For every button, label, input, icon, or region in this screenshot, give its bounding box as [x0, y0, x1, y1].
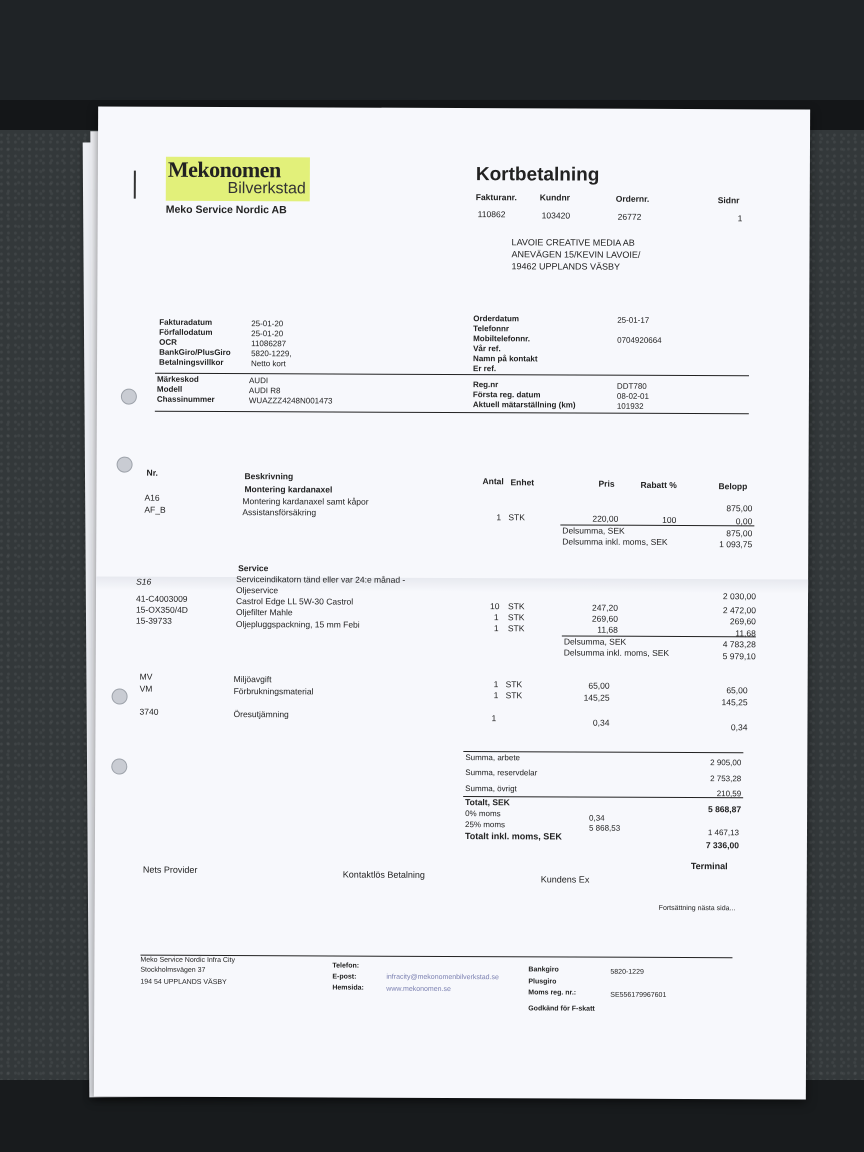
row-nr: MV: [139, 671, 153, 682]
col-belopp: Belopp: [718, 481, 748, 492]
row-nr: A16: [144, 492, 160, 503]
value-matarstallning: 101932: [616, 401, 644, 411]
footer-moms-label: Moms reg. nr.:: [528, 989, 577, 997]
footer-epost-label: E-post:: [332, 973, 357, 981]
value-forfallodatum: 25-01-20: [251, 329, 284, 339]
customer-name: LAVOIE CREATIVE MEDIA AB: [511, 237, 635, 248]
row-antal: 1: [493, 690, 499, 701]
payment-copy: Kundens Ex: [540, 874, 590, 885]
total-arbete-label: Summa, arbete: [465, 753, 521, 763]
label-chassinummer: Chassinummer: [156, 394, 215, 404]
header-fakturanr: Fakturanr.: [475, 192, 517, 203]
row-desc: Assistansförsäkring: [242, 507, 317, 518]
row-nr: VM: [139, 683, 153, 694]
value-bankgiro: 5820-1229,: [251, 349, 292, 359]
invoice-sheet: [94, 106, 810, 1099]
row-desc: Oljeservice: [236, 585, 279, 596]
document-title: Kortbetalning: [475, 164, 600, 186]
footer-epost-link[interactable]: infracity@mekonomenbilverkstad.se: [386, 973, 499, 982]
row-pris: 247,20: [591, 602, 619, 613]
section-title-service: Service: [238, 563, 269, 574]
label-orderdatum: Orderdatum: [473, 314, 520, 324]
label-mobiltelefonnr: Mobiltelefonnr.: [473, 334, 531, 344]
row-desc: Oljepluggspackning, 15 mm Febi: [235, 619, 360, 630]
row-antal: 1: [493, 612, 499, 623]
value-regnr: DDT780: [616, 381, 647, 391]
row-enhet: STK: [505, 690, 523, 701]
subtotal-label: Delsumma, SEK: [562, 525, 625, 536]
footer-plusgiro-label: Plusgiro: [528, 978, 557, 986]
row-enhet: STK: [505, 679, 523, 690]
value-markeskod: AUDI: [248, 376, 269, 386]
value-chassinummer: WUAZZZ4248N001473: [248, 396, 333, 406]
label-fakturadatum: Fakturadatum: [159, 317, 213, 327]
totalt-value: 5 868,87: [707, 804, 742, 815]
value-betalningsvillkor: Netto kort: [251, 359, 286, 369]
header-ordernr: Ordernr.: [615, 193, 650, 204]
total-arbete-value: 2 905,00: [710, 758, 742, 768]
row-belopp: 875,00: [726, 503, 753, 514]
header-sidnr: Sidnr: [717, 195, 740, 206]
logo-subtext: Bilverkstad: [227, 180, 306, 198]
label-er-ref: Er ref.: [473, 364, 497, 374]
row-enhet: STK: [508, 512, 525, 523]
row-antal: 10: [489, 601, 500, 612]
customer-address: ANEVÄGEN 15/KEVIN LAVOIE/: [511, 249, 641, 260]
section-title-kardanaxel: Montering kardanaxel: [244, 484, 333, 495]
logo-text: Mekonomen: [167, 156, 281, 183]
value-sidnr: 1: [737, 213, 743, 224]
punch-hole: [111, 759, 127, 775]
row-pris: 11,68: [597, 624, 618, 635]
row-enhet: STK: [507, 612, 525, 623]
background-mat-top: [0, 0, 864, 100]
footer-telefon-label: Telefon:: [332, 962, 360, 970]
payment-provider: Nets Provider: [142, 864, 198, 875]
col-enhet: Enhet: [510, 477, 535, 488]
subtotal-incl-label: Delsumma inkl. moms, SEK: [562, 536, 668, 547]
subtotal-incl-label: Delsumma inkl. moms, SEK: [563, 647, 670, 658]
footer-moms-value: SE556179967601: [610, 991, 667, 999]
moms25-value: 1 467,13: [707, 828, 740, 838]
value-kundnr: 103420: [541, 210, 571, 221]
row-nr: 15-39733: [135, 615, 172, 626]
total-reservdelar-value: 2 753,28: [710, 774, 742, 784]
punch-hole: [117, 457, 133, 473]
row-antal: 1: [493, 679, 499, 690]
footer-address-1: Meko Service Nordic Infra City: [140, 956, 235, 965]
value-mobiltelefonnr: 0704920664: [617, 335, 662, 345]
label-namn-pa-kontakt: Namn på kontakt: [473, 354, 538, 364]
row-nr: AF_B: [144, 504, 166, 515]
label-telefonnr: Telefonnr: [473, 324, 510, 334]
row-nr: S16: [136, 576, 152, 587]
footer-bankgiro-value: 5820-1229: [610, 968, 644, 976]
customer-city: 19462 UPPLANDS VÄSBY: [511, 261, 621, 272]
value-fakturadatum: 25-01-20: [251, 319, 284, 329]
total-ovrigt-label: Summa, övrigt: [465, 784, 517, 794]
footer-hemsida-label: Hemsida:: [332, 984, 364, 992]
row-desc: Oljefilter Mahle: [235, 607, 293, 618]
row-desc: Serviceindikatorn tänd eller var 24:e månad -: [236, 574, 406, 585]
inkl-moms-value: 7 336,00: [705, 840, 739, 851]
subtotal-value: 875,00: [726, 528, 753, 539]
footer-address-2: Stockholmsvägen 37: [140, 966, 206, 974]
label-var-ref: Vår ref.: [473, 344, 501, 354]
punch-hole: [112, 689, 128, 705]
moms25-label: 25% moms: [465, 820, 506, 830]
col-nr: Nr.: [146, 467, 158, 478]
value-ocr: 11086287: [251, 339, 287, 349]
row-belopp: 11,68: [735, 628, 756, 639]
row-nr: 41-C4003009: [135, 593, 188, 604]
moms0-label: 0% moms: [465, 809, 501, 819]
col-beskrivning: Beskrivning: [244, 471, 294, 482]
row-desc: Miljöavgift: [233, 674, 272, 685]
col-pris: Pris: [598, 478, 615, 489]
row-nr: 3740: [139, 706, 159, 717]
row-pris: 220,00: [592, 513, 619, 524]
label-markeskod: Märkeskod: [156, 374, 199, 384]
label-modell: Modell: [156, 384, 183, 394]
footer-fskatt: Godkänd för F-skatt: [528, 1005, 595, 1013]
total-ovrigt-value: 210,59: [716, 789, 742, 799]
value-forsta-reg-datum: 08-02-01: [616, 391, 649, 401]
company-name: Meko Service Nordic AB: [165, 203, 287, 217]
col-antal: Antal: [482, 476, 504, 487]
continued-note: Fortsättning nästa sida...: [658, 904, 736, 913]
row-belopp: 2 472,00: [722, 605, 756, 616]
row-enhet: STK: [507, 601, 525, 612]
footer-bankgiro-label: Bankgiro: [528, 966, 559, 974]
inkl-moms-label: Totalt inkl. moms, SEK: [464, 831, 562, 842]
subtotal-incl-value: 5 979,10: [722, 651, 756, 662]
totalt-label: Totalt, SEK: [465, 797, 510, 808]
moms25-base: 5 868,53: [588, 823, 621, 833]
row-belopp: 0,34: [730, 722, 748, 733]
payment-method: Kontaktlös Betalning: [342, 869, 425, 880]
divider: [155, 373, 749, 377]
label-forsta-reg-datum: Första reg. datum: [472, 390, 541, 400]
footer-hemsida-link[interactable]: www.mekonomen.se: [386, 985, 451, 993]
row-pris: 145,25: [583, 692, 610, 703]
total-reservdelar-label: Summa, reservdelar: [465, 768, 538, 778]
value-orderdatum: 25-01-17: [617, 315, 650, 325]
subtotal-incl-value: 1 093,75: [719, 539, 753, 550]
row-belopp: 2 030,00: [722, 591, 757, 602]
row-antal: 1: [491, 713, 497, 724]
row-antal: 1: [493, 623, 499, 634]
label-regnr: Reg.nr: [472, 380, 499, 390]
payment-terminal: Terminal: [690, 861, 728, 872]
row-enhet: STK: [507, 623, 525, 634]
label-bankgiro: BankGiro/PlusGiro: [159, 347, 231, 358]
label-forfallodatum: Förfallodatum: [159, 327, 213, 337]
pen-mark: [134, 171, 136, 199]
footer-address-3: 194 54 UPPLANDS VÄSBY: [140, 978, 227, 987]
value-ordernr: 26772: [617, 211, 642, 222]
col-rabatt: Rabatt %: [640, 479, 677, 490]
row-antal: 1: [496, 512, 502, 523]
subtotal-value: 4 783,28: [722, 639, 756, 650]
row-nr: 15-OX350/4D: [135, 604, 188, 615]
row-pris: 0,34: [592, 717, 610, 728]
label-matarstallning: Aktuell mätarställning (km): [472, 400, 576, 410]
row-desc: Förbrukningsmaterial: [233, 686, 314, 697]
row-belopp: 65,00: [726, 685, 748, 696]
row-belopp: 269,60: [729, 616, 756, 627]
subtotal-label: Delsumma, SEK: [563, 636, 627, 647]
row-desc: Castrol Edge LL 5W-30 Castrol: [235, 596, 354, 607]
row-belopp: 0,00: [735, 516, 753, 527]
punch-hole: [121, 389, 137, 405]
row-desc: Montering kardanaxel samt kåpor: [242, 496, 369, 507]
label-betalningsvillkor: Betalningsvillkor: [159, 357, 224, 368]
row-belopp: 145,25: [721, 697, 748, 708]
label-ocr: OCR: [159, 337, 177, 347]
company-logo: [166, 157, 310, 202]
divider: [155, 411, 749, 415]
header-kundnr: Kundnr: [539, 192, 571, 203]
row-pris: 65,00: [588, 680, 610, 691]
row-pris: 269,60: [591, 613, 618, 624]
value-fakturanr: 110862: [477, 209, 506, 220]
row-rabatt: 100: [662, 514, 677, 525]
value-modell: AUDI R8: [248, 386, 281, 396]
row-desc: Öresutjämning: [233, 709, 289, 720]
moms0-base: 0,34: [589, 813, 605, 823]
